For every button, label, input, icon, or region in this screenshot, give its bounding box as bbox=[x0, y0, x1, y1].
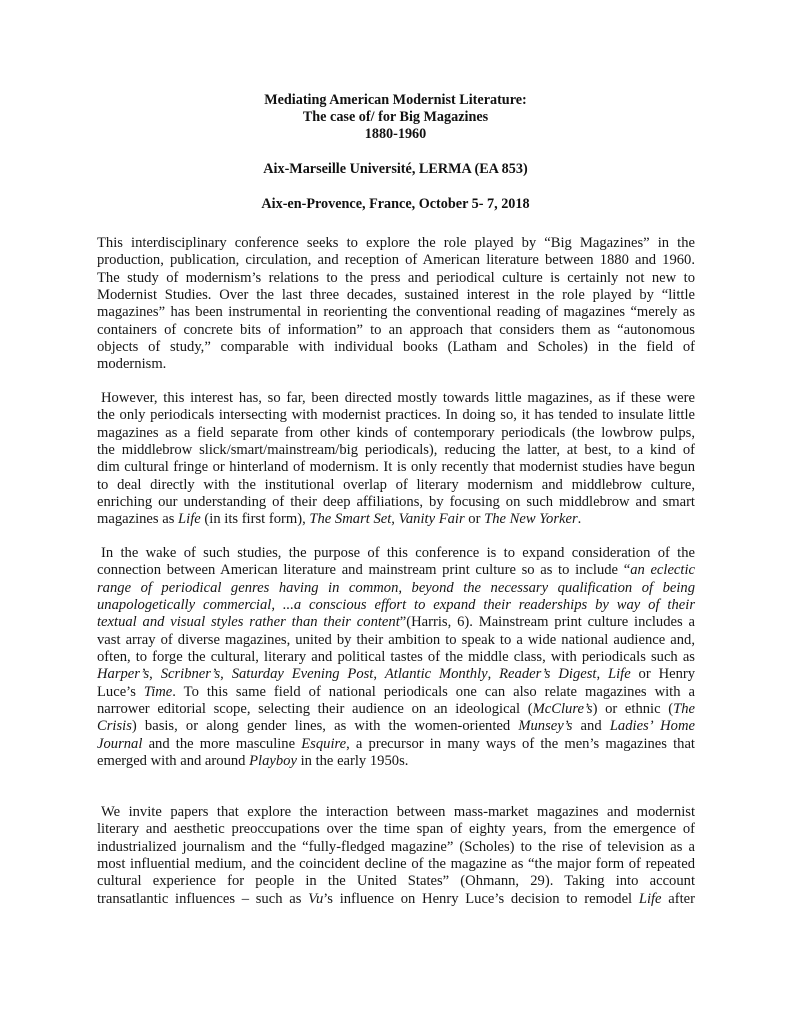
location-date-line: Aix-en-Provence, France, October 5- 7, 2018 bbox=[261, 196, 530, 212]
quote-italic: an eclectic bbox=[630, 562, 695, 579]
text-line: the only periodicals intersecting with modernist practices. In doing so, it has tended to insulate little bbox=[97, 407, 695, 424]
magazine-title: Life bbox=[607, 666, 631, 683]
text-line: magazines” has been instrumental in reorienting the conventional reading of magazines “merely as bbox=[97, 304, 695, 321]
text-line: production, publication, circulation, and reception of American literature between 1880 and 1960. bbox=[97, 252, 695, 269]
text-line: cultural experience for people in the United States” (Ohmann, 29). Taking into account bbox=[97, 873, 695, 890]
text-run: emerged with and around bbox=[97, 753, 250, 770]
magazine-title: Reader’s Digest bbox=[499, 666, 597, 683]
magazine-title: Vanity Fair bbox=[398, 511, 465, 528]
magazine-title: Munsey’s bbox=[518, 718, 573, 735]
text-line: The study of modernism’s relations to the press and periodical culture is certainly not new to bbox=[97, 269, 695, 286]
text-line: industrialized journalism and the “fully-fledged magazine” (Scholes) to the rise of television as a bbox=[97, 838, 695, 855]
text-line: We invite papers that explore the interaction between mass-market magazines and modernist bbox=[101, 804, 695, 820]
text-line: containers of concrete bits of information” to an approach that considers them as “autonomous bbox=[97, 321, 695, 338]
text-run: ”(Harris, 6). Mainstream print culture includes a bbox=[399, 614, 695, 631]
magazine-title: Vu bbox=[308, 890, 324, 907]
text-run: , a precursor in many ways of the men’s magazines that bbox=[346, 735, 695, 752]
text-run: or bbox=[464, 511, 485, 528]
text-line: vast array of diverse magazines, united by their ambition to speak to a wide national audience and, bbox=[97, 631, 695, 648]
magazine-title: The New Yorker bbox=[484, 511, 578, 528]
quote-italic: unapologetically commercial, ...a conscious effort to expand their readerships by way of their bbox=[97, 597, 695, 614]
text-line: literary and aesthetic preoccupations over the time span of eighty years, from the emergence of bbox=[97, 821, 695, 838]
magazine-title: Scribner’s bbox=[160, 666, 221, 683]
text-run: Luce’s bbox=[97, 683, 144, 700]
magazine-title: Playboy bbox=[249, 753, 297, 770]
magazine-title: Journal bbox=[97, 735, 143, 752]
text-run: ’s influence on Henry Luce’s decision to remodel bbox=[323, 890, 639, 907]
text-line: enriching our understanding of their deep affiliations, by focusing on such middlebrow and smart bbox=[97, 494, 695, 511]
text-line: objects of study,” comparable with individual books (Latham and Scholes) in the field of bbox=[97, 339, 695, 356]
text-line bbox=[97, 511, 695, 528]
magazine-title: Atlantic Monthly bbox=[384, 666, 488, 683]
text-line bbox=[97, 736, 695, 753]
title-line-2: The case of/ for Big Magazines bbox=[302, 109, 489, 125]
text-line bbox=[97, 580, 695, 597]
text-line bbox=[97, 753, 695, 770]
text-run: , bbox=[373, 666, 385, 683]
text-run: ) or ethnic ( bbox=[592, 701, 674, 718]
text-run: after bbox=[661, 890, 695, 907]
magazine-title: McClure’s bbox=[532, 701, 593, 718]
institution-line: Aix-Marseille Université, LERMA (EA 853) bbox=[263, 161, 528, 177]
text-run: (in its first form), bbox=[200, 511, 310, 528]
text-run: or Henry bbox=[630, 666, 696, 683]
paragraph-4 bbox=[97, 804, 695, 908]
text-line: This interdisciplinary conference seeks to explore the role played by “Big Magazines” in the bbox=[97, 235, 695, 251]
text-line: However, this interest has, so far, been directed mostly towards little magazines, as if these were bbox=[101, 390, 695, 406]
title-line-1: Mediating American Modernist Literature: bbox=[264, 92, 527, 108]
text-run: . To this same field of national periodicals one can also relate magazines with a bbox=[172, 683, 695, 700]
text-run: , bbox=[391, 511, 399, 528]
paragraph-2 bbox=[97, 390, 695, 529]
magazine-title: Life bbox=[638, 890, 662, 907]
title-years: 1880-1960 bbox=[364, 126, 427, 142]
magazine-title: Time bbox=[143, 683, 173, 700]
text-line: most influential medium, and the coincident decline of the magazine as “the major form of repeated bbox=[97, 856, 695, 873]
text-line: often, to forge the cultural, literary and political tastes of the middle class, with periodicals such as bbox=[97, 649, 695, 666]
text-line: In the wake of such studies, the purpose of this conference is to expand consideration of the bbox=[101, 545, 695, 561]
text-line: the middlebrow slick/smart/mainstream/big periodicals), reducing the latter, at best, to a kind of bbox=[97, 442, 695, 459]
text-run: , bbox=[487, 666, 500, 683]
text-run: narrower editorial scope, selecting their audience on an ideological ( bbox=[97, 701, 533, 718]
text-run: and bbox=[572, 718, 610, 735]
paragraph-1 bbox=[97, 235, 695, 374]
text-line: Modernist Studies. Over the last three decades, sustained interest in the role played by “little bbox=[97, 287, 695, 304]
text-run: in the early 1950s. bbox=[296, 753, 409, 770]
magazine-title: The bbox=[673, 701, 695, 718]
magazine-title: Esquire bbox=[301, 735, 347, 752]
text-line bbox=[97, 718, 695, 735]
text-run: , bbox=[149, 666, 161, 683]
magazine-title: Life bbox=[178, 511, 201, 528]
quote-italic: textual and visual styles rather than their content bbox=[97, 614, 400, 631]
text-line: dim cultural fringe or hinterland of modernism. It is only recently that modernist studies have begun bbox=[97, 459, 695, 476]
text-line: magazines as a field separate from other kinds of contemporary periodicals (the lowbrow pulps, bbox=[97, 424, 695, 441]
text-line bbox=[97, 684, 695, 701]
text-run: transatlantic influences – such as bbox=[97, 890, 309, 907]
text-run: connection between American literature and mainstream print culture so as to include “ bbox=[97, 562, 631, 579]
text-line bbox=[97, 614, 695, 631]
magazine-title: The Smart Set bbox=[309, 511, 392, 528]
text-run: , bbox=[220, 666, 232, 683]
text-line: modernism. bbox=[97, 356, 167, 373]
text-line bbox=[97, 562, 695, 579]
magazine-title: Ladies’ Home bbox=[609, 718, 695, 735]
magazine-title: Harper’s bbox=[97, 666, 150, 683]
quote-italic: range of periodical genres having in common, beyond the necessary qualification of being bbox=[97, 579, 695, 596]
text-line bbox=[97, 701, 695, 718]
paragraph-3 bbox=[97, 545, 695, 770]
text-run: . bbox=[577, 511, 582, 528]
text-run: and the more masculine bbox=[142, 735, 302, 752]
text-line: to deal directly with the institutional overlap of literary modernism and middlebrow culture, bbox=[97, 476, 695, 493]
text-run: magazines as bbox=[97, 511, 179, 528]
magazine-title: Crisis bbox=[97, 718, 132, 735]
text-run: ) basis, or along gender lines, as with the women-oriented bbox=[131, 718, 519, 735]
text-run: , bbox=[596, 666, 608, 683]
magazine-title: Saturday Evening Post bbox=[231, 666, 374, 683]
text-line bbox=[97, 891, 695, 908]
text-line bbox=[97, 597, 695, 614]
text-line bbox=[97, 666, 695, 683]
